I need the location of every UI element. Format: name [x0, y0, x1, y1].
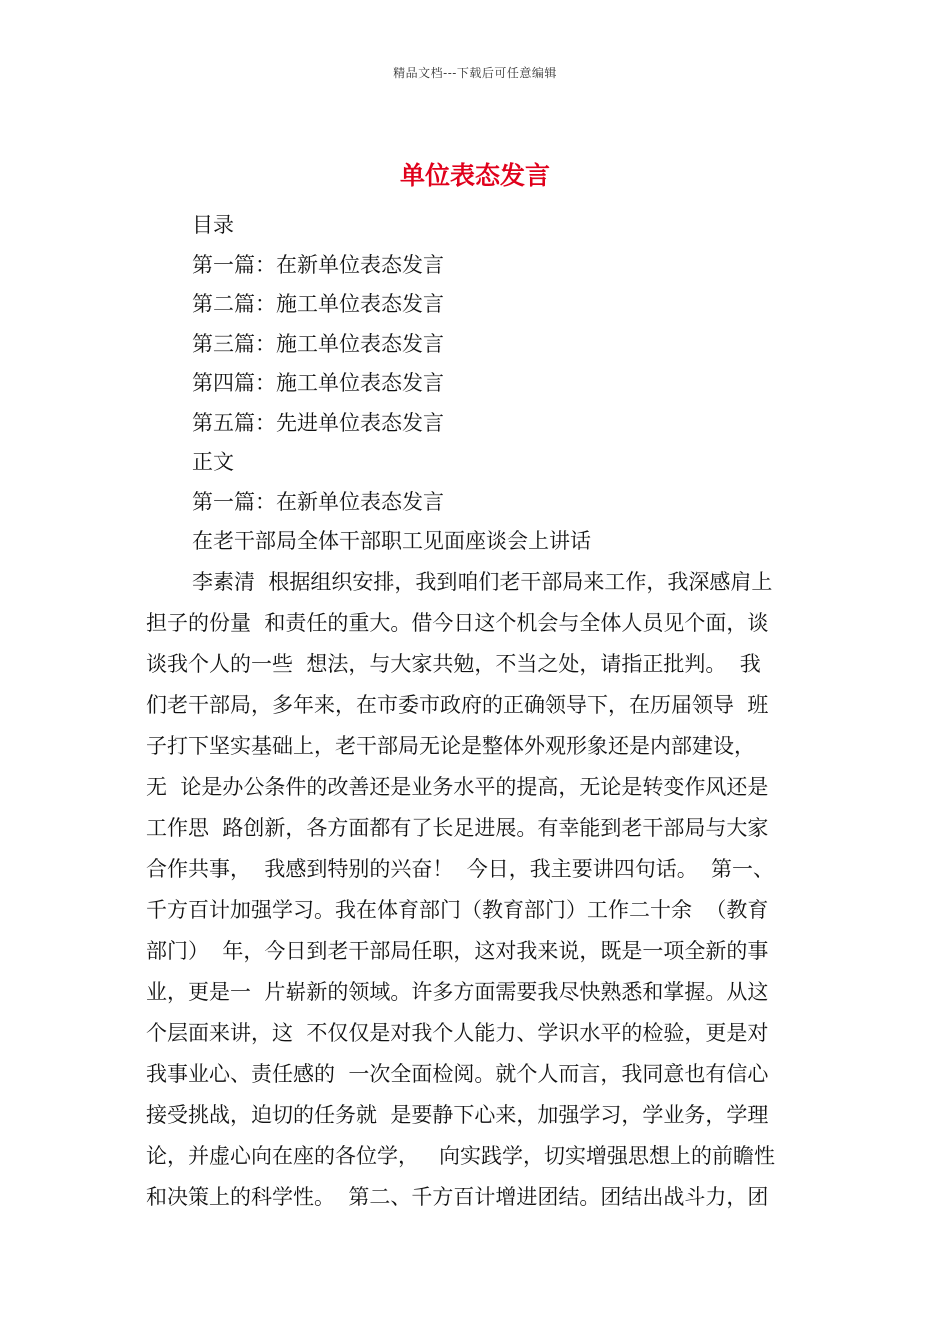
- body-line: 千方百计加强学习。我在体育部门（教育部门）工作二十余 （教育: [146, 898, 769, 922]
- toc-heading: 目录: [192, 213, 234, 237]
- toc-item: 第四篇：施工单位表态发言: [192, 371, 444, 395]
- body-line: 李素清 根据组织安排，我到咱们老干部局来工作，我深感肩上: [192, 570, 773, 594]
- document-title: 单位表态发言: [399, 161, 550, 190]
- body-line: 工作思 路创新，各方面都有了长足进展。有幸能到老干部局与大家: [146, 816, 769, 840]
- section-heading: 正文: [192, 450, 234, 474]
- speech-title: 在老干部局全体干部职工见面座谈会上讲话: [192, 529, 591, 553]
- body-line: 个层面来讲，这 不仅仅是对我个人能力、学识水平的检验，更是对: [146, 1021, 769, 1045]
- page-header: 精品文档---下载后可任意编辑: [393, 66, 557, 80]
- body-line: 和决策上的科学性。 第二、千方百计增进团结。团结出战斗力，团: [146, 1185, 769, 1209]
- body-line: 论，并虚心向在座的各位学， 向实践学，切实增强思想上的前瞻性: [146, 1144, 776, 1168]
- body-line: 我事业心、责任感的 一次全面检阅。就个人而言，我同意也有信心: [146, 1062, 769, 1086]
- toc-item: 第三篇：施工单位表态发言: [192, 331, 444, 356]
- body-line: 部门） 年，今日到老干部局任职，这对我来说，既是一项全新的事: [146, 939, 769, 963]
- body-paragraph: [146, 566, 806, 1222]
- body-line: 接受挑战，迫切的任务就 是要静下心来，加强学习，学业务，学理: [146, 1103, 769, 1127]
- body-line: 无 论是办公条件的改善还是业务水平的提高，无论是转变作风还是: [146, 775, 769, 799]
- body-line: 子打下坚实基础上，老干部局无论是整体外观形象还是内部建设，: [146, 734, 755, 758]
- table-of-contents: [192, 210, 591, 566]
- body-line: 们老干部局，多年来，在市委市政府的正确领导下，在历届领导 班: [146, 693, 769, 717]
- body-line: 担子的份量 和责任的重大。借今日这个机会与全体人员见个面，谈: [146, 611, 769, 635]
- body-line: 谈我个人的一些 想法，与大家共勉，不当之处，请指正批判。 我: [146, 652, 761, 676]
- body-line: 业，更是一 片崭新的领域。许多方面需要我尽快熟悉和掌握。从这: [146, 980, 769, 1004]
- toc-item: 第二篇：施工单位表态发言: [192, 292, 444, 316]
- body-line: 合作共事， 我感到特别的兴奋！ 今日，我主要讲四句话。 第一、: [146, 857, 775, 881]
- toc-item: 第五篇：先进单位表态发言: [192, 410, 444, 435]
- toc-item: 第一篇：在新单位表态发言: [192, 252, 444, 277]
- chapter-heading: 第一篇：在新单位表态发言: [192, 489, 444, 514]
